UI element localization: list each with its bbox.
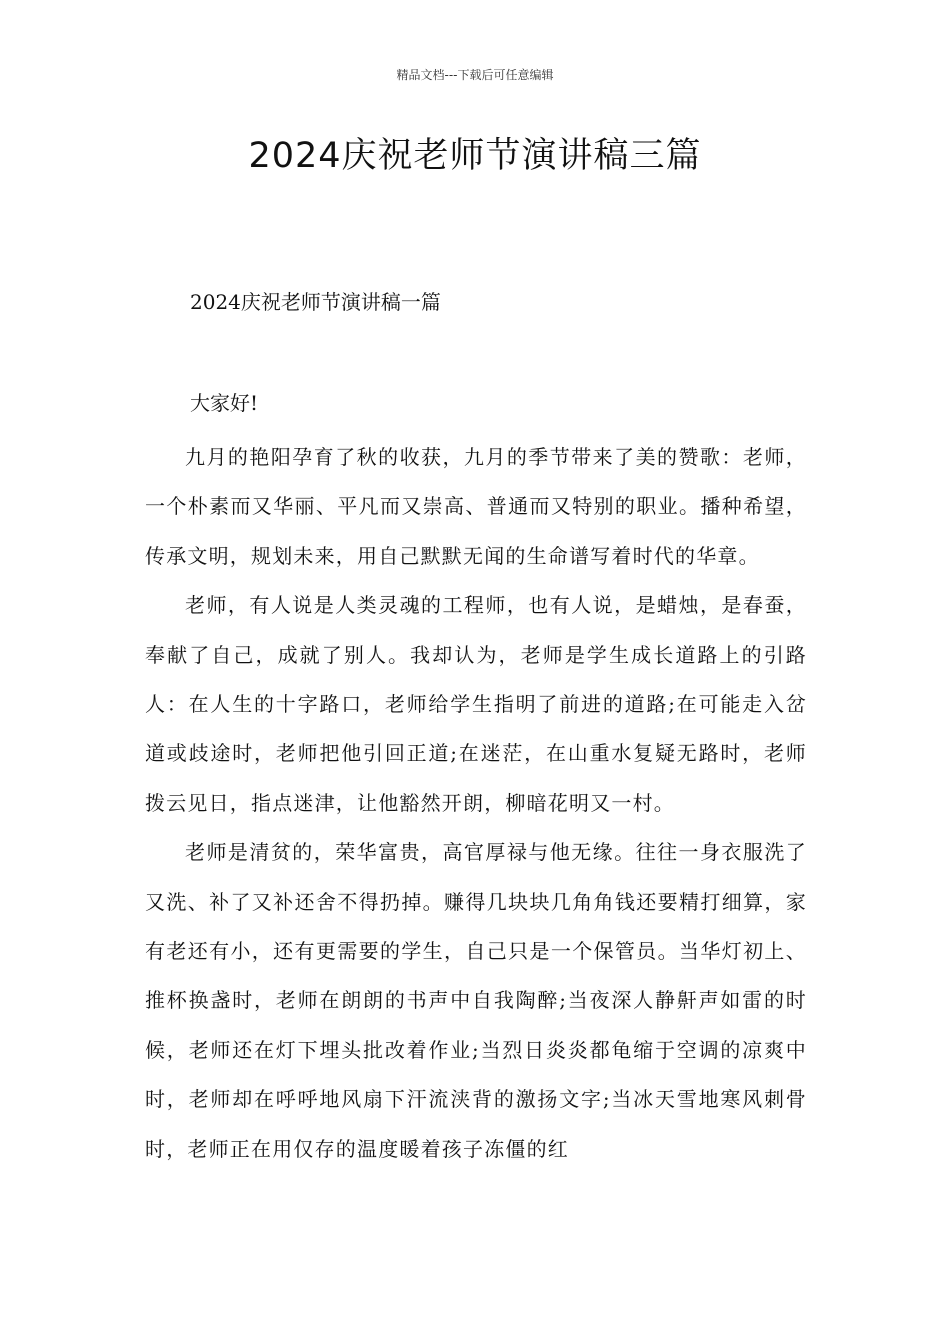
greeting: 大家好!: [190, 391, 259, 415]
page-header: 精品文档---下载后可任意编辑: [396, 68, 554, 82]
paragraph: 老师，有人说是人类灵魂的工程师，也有人说，是蜡烛，是春蚕，奉献了自己，成就了别人。我却认为，老师是学生成长道路上的引路人：在人生的十字路口，老师给学生指明了前进的道路;在可能走入岔道或歧途时，老师把他引回正道;在迷茫，在山重水复疑无路时，老师拨云见日，指点迷津，让他豁然开朗，柳暗花明又一村。: [145, 593, 807, 815]
paragraph: 老师是清贫的，荣华富贵，高官厚禄与他无缘。往往一身衣服洗了又洗、补了又补还舍不得扔掉。赚得几块块几角角钱还要精打细算，家有老还有小，还有更需要的学生，自己只是一个保管员。当华灯初上、推杯换盏时，老师在朗朗的书声中自我陶醉;当夜深人静鼾声如雷的时候，老师还在灯下埋头批改着作业;当烈日炎炎都龟缩于空调的凉爽中时，老师却在呼呼地风扇下汗流浃背的激扬文字;当冰天雪地寒风刺骨时，老师正在用仅存的温度暖着孩子冻僵的红: [145, 840, 807, 1161]
section-title: 2024庆祝老师节演讲稿一篇: [190, 290, 441, 314]
paragraph: 九月的艳阳孕育了秋的收获，九月的季节带来了美的赞歌：老师，一个朴素而又华丽、平凡而又崇高、普通而又特别的职业。播种希望，传承文明，规划未来，用自己默默无闻的生命谱写着时代的华章。: [145, 445, 807, 568]
body-text: [145, 433, 807, 1174]
document-title: 2024庆祝老师节演讲稿三篇: [248, 136, 702, 176]
